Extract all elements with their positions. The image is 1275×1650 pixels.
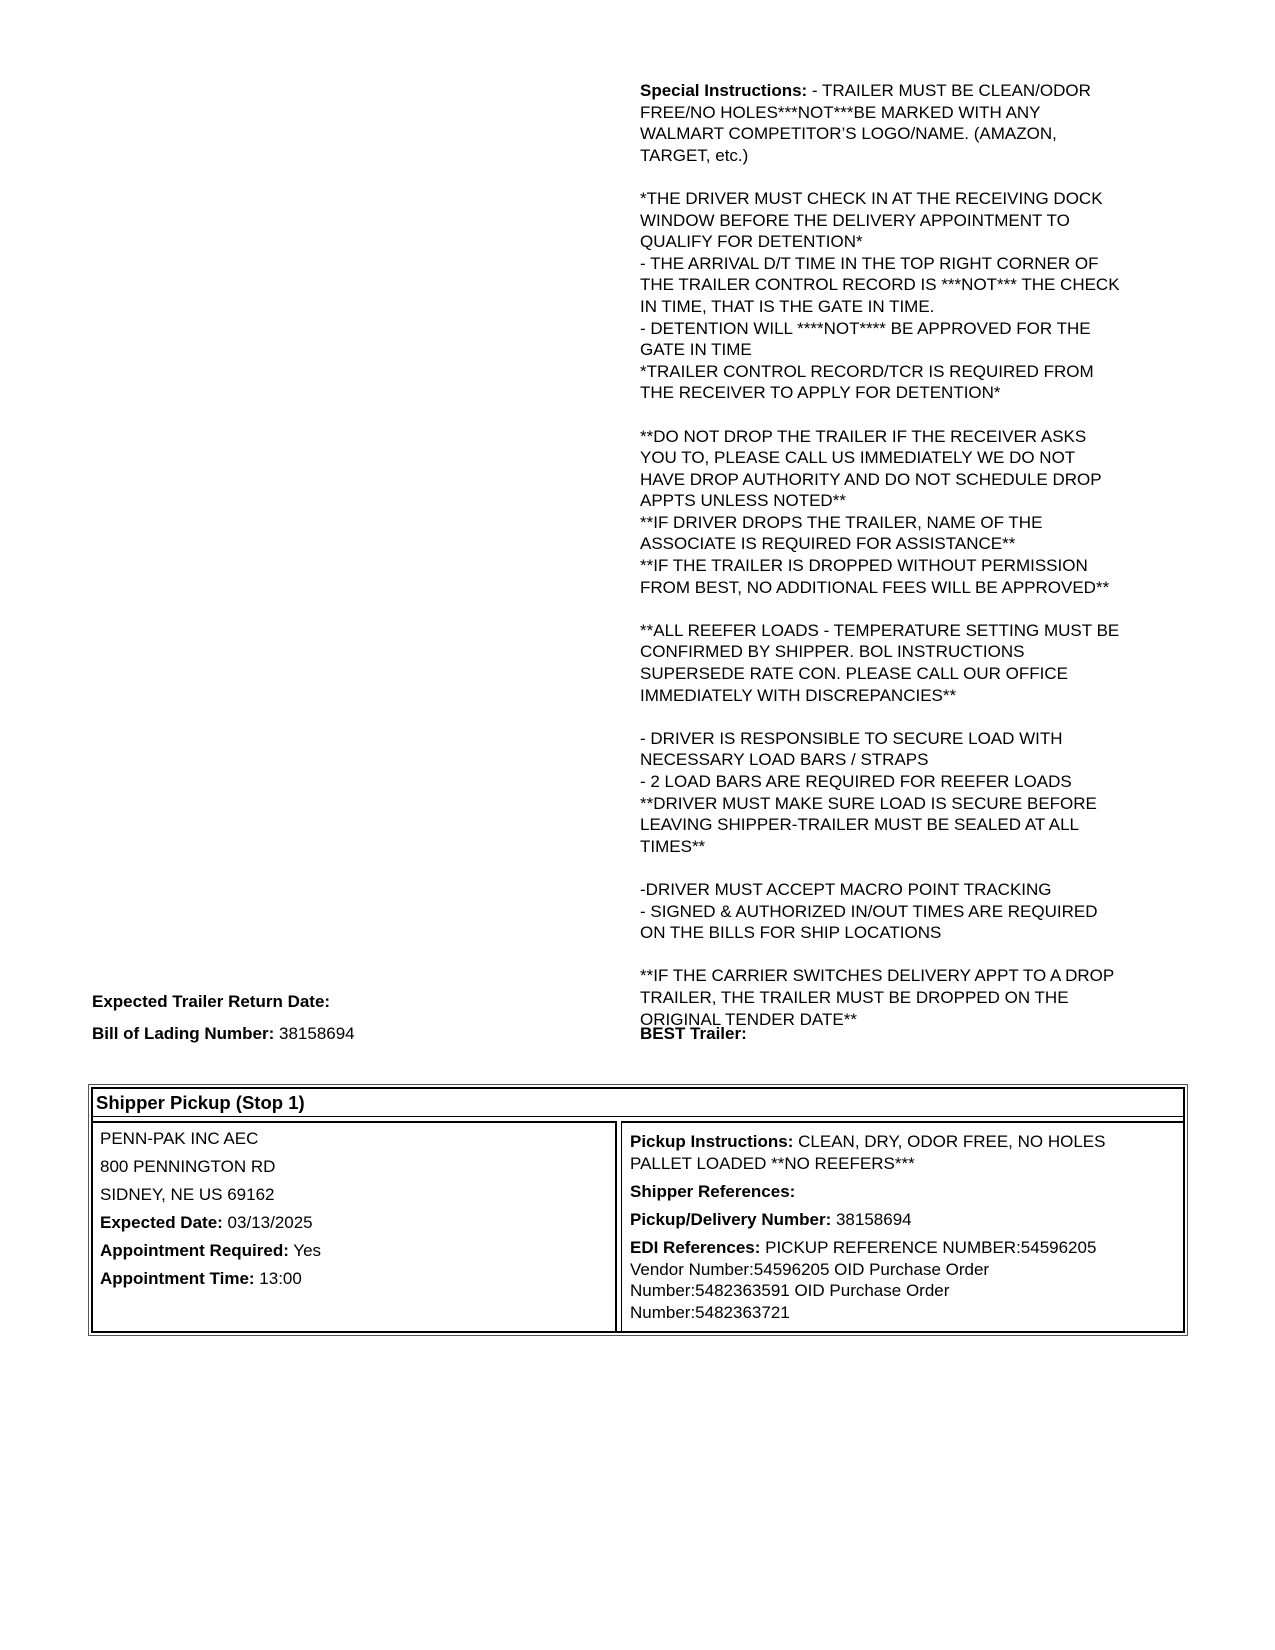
edi-references-field — [630, 1237, 1096, 1323]
instructions-line: **ALL REEFER LOADS - TEMPERATURE SETTING MUST BE — [640, 620, 1120, 640]
shipper-details-cell — [621, 1121, 1185, 1333]
instructions-paragraph — [640, 965, 1185, 1030]
appointment-required-field — [100, 1241, 321, 1261]
pickup-instructions-field — [630, 1131, 1105, 1174]
instructions-line: WINDOW BEFORE THE DELIVERY APPOINTMENT TO — [640, 210, 1070, 230]
expected-trailer-return-field — [92, 992, 330, 1012]
bill-of-lading-value: 38158694 — [274, 1024, 355, 1043]
instructions-line: IMMEDIATELY WITH DISCREPANCIES** — [640, 685, 957, 705]
appointment-time-value: 13:00 — [254, 1269, 302, 1288]
instructions-line: ON THE BILLS FOR SHIP LOCATIONS — [640, 923, 942, 943]
pickup-instructions-label: Pickup Instructions: — [630, 1132, 794, 1151]
shipper-references-field — [630, 1181, 795, 1203]
instructions-line: ASSOCIATE IS REQUIRED FOR ASSISTANCE** — [640, 534, 1016, 554]
instructions-line: - DETENTION WILL ****NOT**** BE APPROVED FOR THE — [640, 318, 1091, 338]
edi-references-line: Number:5482363591 OID Purchase Order — [630, 1281, 950, 1300]
shipper-name: PENN-PAK INC AEC — [100, 1129, 259, 1148]
instructions-line: LEAVING SHIPPER-TRAILER MUST BE SEALED AT ALL — [640, 815, 1080, 835]
instructions-line: IN TIME, THAT IS THE GATE IN TIME. — [640, 296, 935, 316]
shipper-address-line2: SIDNEY, NE US 69162 — [100, 1185, 275, 1204]
instructions-line: NECESSARY LOAD BARS / STRAPS — [640, 750, 929, 770]
instructions-paragraph — [640, 80, 1185, 166]
shipper-location-cell — [91, 1121, 617, 1333]
instructions-line: THE TRAILER CONTROL RECORD IS ***NOT*** THE CHECK — [640, 275, 1120, 295]
edi-references-line: Vendor Number:54596205 OID Purchase Order — [630, 1259, 990, 1279]
instructions-line: FROM BEST, NO ADDITIONAL FEES WILL BE APPROVED** — [640, 577, 1110, 597]
best-trailer-field — [640, 1024, 747, 1044]
edi-references-line: PICKUP REFERENCE NUMBER:54596205 — [760, 1238, 1097, 1257]
instructions-line: TIMES** — [640, 836, 706, 856]
instructions-line: TRAILER, THE TRAILER MUST BE DROPPED ON THE — [640, 987, 1069, 1007]
instructions-line: ORIGINAL TENDER DATE** — [640, 1009, 857, 1029]
instructions-line: WALMART COMPETITOR’S LOGO/NAME. (AMAZON, — [640, 124, 1057, 144]
instructions-line: YOU TO, PLEASE CALL US IMMEDIATELY WE DO NOT — [640, 448, 1076, 468]
expected-date-value: 03/13/2025 — [222, 1213, 313, 1232]
instructions-line: - SIGNED & AUTHORIZED IN/OUT TIMES ARE REQUIRED — [640, 901, 1098, 921]
instructions-line: - DRIVER IS RESPONSIBLE TO SECURE LOAD WITH — [640, 728, 1063, 748]
instructions-line: **IF THE CARRIER SWITCHES DELIVERY APPT TO A DROP — [640, 966, 1115, 986]
appointment-required-value: Yes — [288, 1241, 322, 1260]
instructions-line: Special Instructions: - TRAILER MUST BE CLEAN/ODOR — [640, 81, 1091, 100]
expected-date-field — [100, 1213, 313, 1233]
instructions-line: - 2 LOAD BARS ARE REQUIRED FOR REEFER LOADS — [640, 772, 1072, 791]
appointment-required-label: Appointment Required: — [100, 1241, 289, 1260]
pickup-delivery-number-field — [630, 1209, 912, 1231]
instructions-line: TARGET, etc.) — [640, 145, 749, 165]
instructions-paragraph — [640, 879, 1185, 944]
instructions-line: HAVE DROP AUTHORITY AND DO NOT SCHEDULE DROP — [640, 469, 1102, 489]
edi-references-line: Number:5482363721 — [630, 1302, 790, 1322]
instructions-line: **IF THE TRAILER IS DROPPED WITHOUT PERMISSION — [640, 556, 1088, 576]
instructions-paragraph — [640, 728, 1185, 858]
instructions-line: THE RECEIVER TO APPLY FOR DETENTION* — [640, 383, 1001, 403]
pickup-delivery-number-value: 38158694 — [831, 1210, 912, 1229]
shipper-pickup-table — [88, 1084, 1188, 1336]
instructions-line: **IF DRIVER DROPS THE TRAILER, NAME OF THE — [640, 512, 1043, 532]
special-instructions-label: Special Instructions: — [640, 81, 808, 100]
instructions-line: **DRIVER MUST MAKE SURE LOAD IS SECURE BEFORE — [640, 793, 1097, 813]
instructions-line: CONFIRMED BY SHIPPER. BOL INSTRUCTIONS — [640, 642, 1025, 662]
shipper-address-line1: 800 PENNINGTON RD — [100, 1157, 276, 1176]
edi-references-label: EDI References: — [630, 1238, 761, 1257]
best-trailer-label: BEST Trailer: — [640, 1024, 747, 1043]
instructions-line: - THE ARRIVAL D/T TIME IN THE TOP RIGHT CORNER OF — [640, 253, 1099, 273]
instructions-line: *TRAILER CONTROL RECORD/TCR IS REQUIRED FROM — [640, 361, 1094, 381]
instructions-line: QUALIFY FOR DETENTION* — [640, 232, 863, 252]
instructions-paragraph — [640, 426, 1185, 599]
instructions-line: *THE DRIVER MUST CHECK IN AT THE RECEIVING DOCK — [640, 188, 1103, 208]
appointment-time-label: Appointment Time: — [100, 1269, 255, 1288]
special-instructions — [640, 80, 1185, 1030]
appointment-time-field — [100, 1269, 302, 1289]
pickup-delivery-number-label: Pickup/Delivery Number: — [630, 1210, 832, 1229]
pickup-instructions-line2: PALLET LOADED **NO REEFERS*** — [630, 1153, 915, 1173]
shipper-pickup-header: Shipper Pickup (Stop 1) — [91, 1087, 1185, 1117]
instructions-paragraph — [640, 188, 1185, 404]
shipper-references-label: Shipper References: — [630, 1182, 796, 1201]
pickup-instructions-line1: CLEAN, DRY, ODOR FREE, NO HOLES — [793, 1132, 1106, 1151]
instructions-line: FREE/NO HOLES***NOT***BE MARKED WITH ANY — [640, 102, 1041, 122]
bill-of-lading-field — [92, 1024, 355, 1044]
instructions-line: -DRIVER MUST ACCEPT MACRO POINT TRACKING — [640, 879, 1052, 899]
instructions-paragraph — [640, 620, 1185, 706]
expected-trailer-return-label: Expected Trailer Return Date: — [92, 992, 331, 1011]
instructions-line: **DO NOT DROP THE TRAILER IF THE RECEIVER ASKS — [640, 426, 1087, 446]
instructions-line: GATE IN TIME — [640, 340, 752, 360]
instructions-line: SUPERSEDE RATE CON. PLEASE CALL OUR OFFICE — [640, 664, 1068, 684]
expected-date-label: Expected Date: — [100, 1213, 223, 1232]
instructions-line: APPTS UNLESS NOTED** — [640, 491, 846, 511]
bill-of-lading-label: Bill of Lading Number: — [92, 1024, 275, 1043]
